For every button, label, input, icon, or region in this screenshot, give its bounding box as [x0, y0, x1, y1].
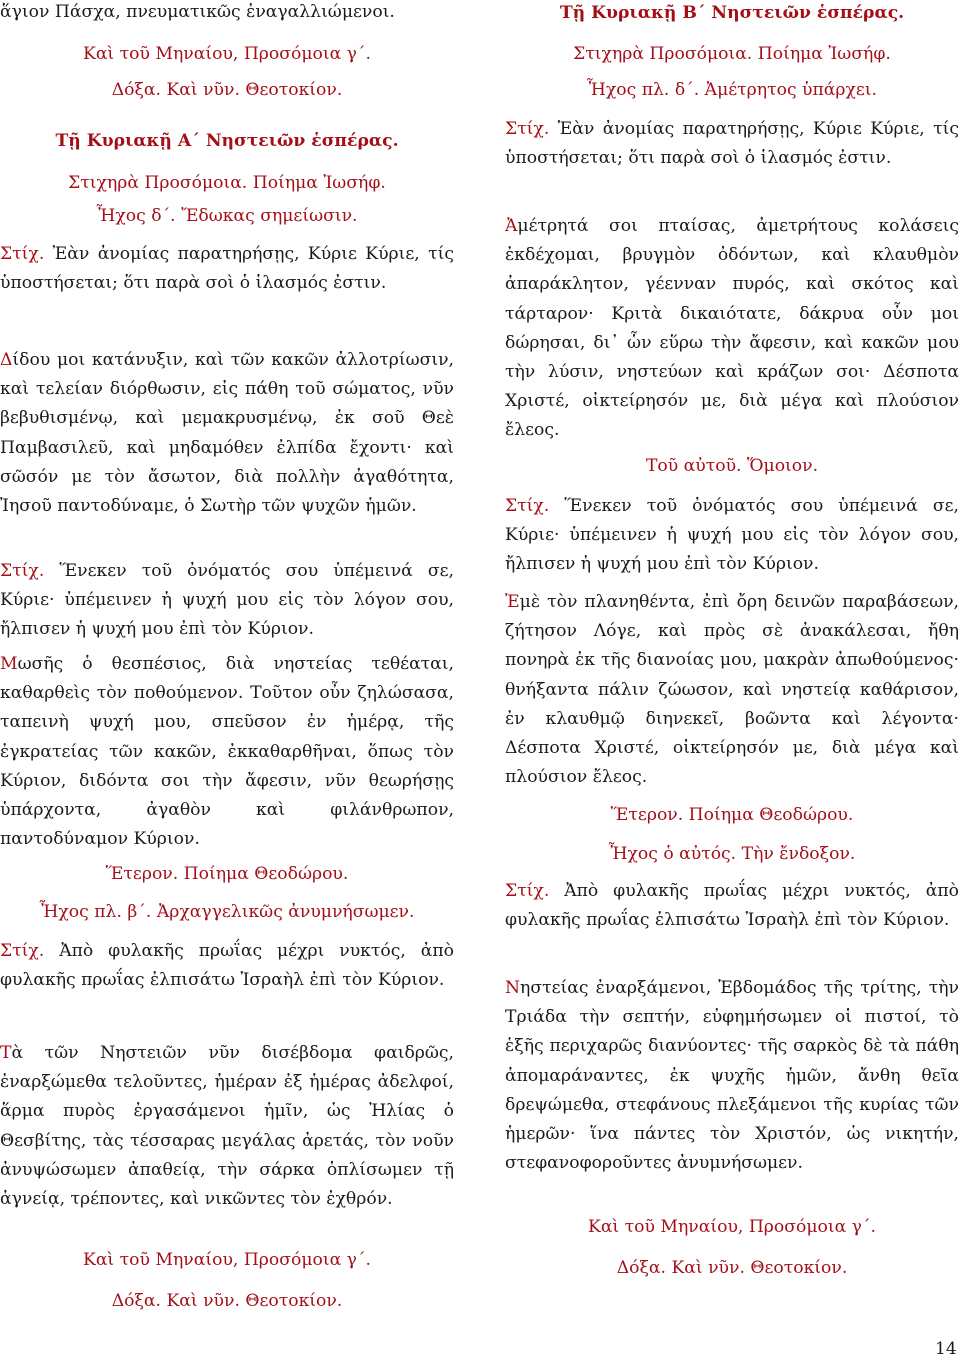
- continuation-line: [0, 0, 454, 27]
- verse-text: Ἕνεκεν τοῦ ὀνόματός σου ὑπέμεινά σε, Κύριε· ὑπέμεινεν ἡ ψυχή μου εἰς τὸν λόγον σου, ἤλπισεν ἡ ψυχή μου ἐπὶ τὸν Κύριον.: [505, 496, 959, 575]
- troparion-1: [0, 346, 454, 521]
- verse-label: Στίχ.: [505, 119, 550, 139]
- initial-letter: Τ: [0, 1043, 12, 1063]
- rubric-menaion: Καὶ τοῦ Μηναίου, Προσόμοια γ΄.: [82, 1250, 371, 1270]
- verse-2: [505, 492, 959, 580]
- verse-label: Στίχ.: [505, 881, 550, 901]
- rubric-tone: Ἦχος πλ. δ΄. Ἀμέτρητος ὑπάρχει.: [586, 80, 878, 100]
- rubric-tone-plagal-2: Ἦχος πλ. β΄. Ἀρχαγγελικῶς ἀνυμνήσωμεν.: [39, 902, 415, 922]
- initial-letter: Μ: [0, 654, 18, 674]
- verse-3: [0, 937, 454, 995]
- section-heading-second-sunday: Τῇ Κυριακῇ Β΄ Νηστειῶν ἑσπέρας.: [559, 3, 905, 23]
- troparion-text: ὰ τῶν Νηστειῶν νῦν δισέβδομα φαιδρῶς, ἐναρξώμεθα τελοῦντες, ἡμέραν ἐξ ἡμέρας ἀδελφοί, ἅρμα πυρὸς ἐργασάμενοι ἡμῖν, ὡς Ἠλίας ὁ Θεσβίτης, τὰς τέσσαρας μεγάλας ἀρετάς, τὸν νοῦν ἀνυψώσωμεν ἀπαθείᾳ, τὴν σάρκα ὁπλίσωμεν τῇ ἁγνείᾳ, τρέποντες, καὶ νικῶντες τὸν ἐχθρόν.: [0, 1043, 454, 1210]
- initial-letter: Ν: [505, 978, 521, 998]
- verse-text: Ἕνεκεν τοῦ ὀνόματός σου ὑπέμεινά σε, Κύριε· ὑπέμεινεν ἡ ψυχή μου εἰς τὸν λόγον σου, ἤλπισεν ἡ ψυχή μου ἐπὶ τὸν Κύριον.: [0, 561, 454, 640]
- continuation-text: ἅγιον Πάσχα, πνευματικῶς ἐναγαλλιώμενοι.: [0, 2, 395, 22]
- verse-3: [505, 877, 959, 935]
- rubric-menaion: Καὶ τοῦ Μηναίου, Προσόμοια γ΄.: [82, 44, 371, 64]
- verse-text: Ἀπὸ φυλακῆς πρωΐας μέχρι νυκτός, ἀπὸ φυλακῆς πρωΐας ἐλπισάτω Ἰσραὴλ ἐπὶ τὸν Κύριον.: [505, 881, 959, 931]
- page-number: 14: [935, 1339, 957, 1359]
- rubric-doxa-theotokion: Δόξα. Καὶ νῦν. Θεοτοκίον.: [616, 1258, 848, 1278]
- troparion-2: [0, 650, 454, 854]
- initial-letter: Ἀ: [505, 216, 518, 236]
- rubric-doxa-theotokion: Δόξα. Καὶ νῦν. Θεοτοκίον.: [111, 1291, 343, 1311]
- verse-text: Ἐὰν ἀνομίας παρατηρήσῃς, Κύριε Κύριε, τίς ὑποστήσεται; ὅτι παρὰ σοὶ ὁ ἱλασμός ἐστιν.: [0, 244, 454, 294]
- troparion-1: [505, 212, 959, 446]
- verse-label: Στίχ.: [0, 561, 45, 581]
- verse-2: [0, 557, 454, 645]
- initial-letter: Ἐ: [505, 592, 520, 612]
- troparion-text: μὲ τὸν πλανηθέντα, ἐπὶ ὄρη δεινῶν παραβάσεων, ζήτησον Λόγε, καὶ πρὸς σὲ ἀνακάλεσαι, ἤθη πονηρὰ ἐκ τῆς διανοίας μου, μακρὰν ἀπωθούμενος· θνήξαντα πάλιν ζώωσον, καὶ νηστείᾳ καθάρισον, ἐν κλαυθμῷ διηνεκεῖ, βοῶντα καὶ λέγοντα· Δέσποτα Χριστέ, οἰκτείρησόν με, διὰ μέγα καὶ πλούσιον ἔλεος.: [505, 592, 959, 788]
- troparion-text: μέτρητά σοι πταίσας, ἀμετρήτους κολάσεις ἐκδέχομαι, βρυγμὸν ὀδόντων, καὶ κλαυθμὸν ἀπαράκλητον, γέενναν πυρός, καὶ σκότος καὶ τάρταρον· Κριτὰ δικαιότατε, δάκρυα οὖν μοι δώρησαι, δι᾽ ὧν εὕρω τὴν ἄφεσιν, καὶ κακῶν μου τὴν λύσιν, νηστεύων καὶ κράζων σοι· Δέσποτα Χριστέ, οἰκτείρησόν με, διὰ μέγα καὶ πλούσιον ἔλεος.: [505, 216, 959, 441]
- rubric-heteron-theodore: Ἕτερον. Ποίημα Θεοδώρου.: [105, 864, 349, 884]
- initial-letter: Δ: [0, 350, 13, 370]
- rubric-stichera-author: Στιχηρὰ Προσόμοια. Ποίημα Ἰωσήφ.: [573, 44, 891, 64]
- troparion-text: ίδου μοι κατάνυξιν, καὶ τῶν κακῶν ἀλλοτρίωσιν, καὶ τελείαν διόρθωσιν, εἰς πάθη τοῦ σώματος, νῦν βεβυθισμένῳ, καὶ μεμακρυσμένῳ, ἐκ σοῦ Θεὲ Παμβασιλεῦ, καὶ μηδαμόθεν ἐλπίδα ἔχοντι· καὶ σῶσόν με τὸν ἄσωτον, διὰ πολλὴν ἀγαθότητα, Ἰησοῦ παντοδύναμε, ὁ Σωτὴρ τῶν ψυχῶν ἡμῶν.: [0, 350, 454, 517]
- verse-text: Ἐὰν ἀνομίας παρατηρήσῃς, Κύριε Κύριε, τίς ὑποστήσεται; ὅτι παρὰ σοὶ ὁ ἱλασμός ἐστιν.: [505, 119, 959, 169]
- troparion-3: [505, 974, 959, 1178]
- rubric-tone-same: Ἦχος ὁ αὐτός. Τὴν ἔνδοξον.: [608, 844, 856, 864]
- rubric-stichera-author: Στιχηρὰ Προσόμοια. Ποίημα Ἰωσήφ.: [68, 173, 386, 193]
- verse-1: [0, 240, 454, 298]
- rubric-heteron-theodore: Ἕτερον. Ποίημα Θεοδώρου.: [610, 805, 854, 825]
- verse-label: Στίχ.: [0, 244, 45, 264]
- troparion-2: [505, 588, 959, 792]
- troparion-3: [0, 1039, 454, 1214]
- verse-1: [505, 115, 959, 173]
- troparion-text: ηστείας ἐναρξάμενοι, Ἑβδομάδος τῆς τρίτης, τὴν Τριάδα τὴν σεπτήν, εὐφημήσωμεν οἱ πιστοί, τὸ ἑξῆς περιχαρῶς διανύοντες· τῆς σαρκὸς δὲ τὰ πάθη ἀπομαράναντες, ἐκ ψυχῆς ἡμῶν, ἄνθη θεῖα δρεψώμεθα, στεφάνους πλεξάμενοι τῆς κυρίας τῶν ἡμερῶν· ἵνα πάντες τὸν Χριστόν, ὡς νικητήν, στεφανοφοροῦντες ἀνυμνήσωμεν.: [505, 978, 959, 1174]
- troparion-text: ωσῆς ὁ θεσπέσιος, διὰ νηστείας τεθέαται, καθαρθεὶς τὸν ποθούμενον. Τοῦτον οὖν ζηλώσασα, ταπεινὴ ψυχή μου, σπεῦσον ἐν ἡμέρᾳ, τῆς ἐγκρατείας τῶν κακῶν, ἐκκαθαρθῆναι, ὅπως τὸν Κύριον, διδόντα σοι τὴν ἄφεσιν, νῦν θεωρήσῃς ὑπάρχοντα, ἀγαθὸν καὶ φιλάνθρωπον, παντοδύναμον Κύριον.: [0, 654, 454, 850]
- rubric-menaion: Καὶ τοῦ Μηναίου, Προσόμοια γ΄.: [587, 1217, 876, 1237]
- verse-text: Ἀπὸ φυλακῆς πρωΐας μέχρι νυκτός, ἀπὸ φυλακῆς πρωΐας ἐλπισάτω Ἰσραὴλ ἐπὶ τὸν Κύριον.: [0, 941, 454, 991]
- rubric-same-author: Τοῦ αὐτοῦ. Ὅμοιον.: [645, 456, 819, 476]
- rubric-doxa-theotokion: Δόξα. Καὶ νῦν. Θεοτοκίον.: [111, 80, 343, 100]
- section-heading-first-sunday: Τῇ Κυριακῇ Α΄ Νηστειῶν ἑσπέρας.: [55, 131, 399, 151]
- verse-label: Στίχ.: [0, 941, 45, 961]
- verse-label: Στίχ.: [505, 496, 550, 516]
- rubric-tone: Ἦχος δ΄. Ἔδωκας σημείωσιν.: [96, 206, 358, 226]
